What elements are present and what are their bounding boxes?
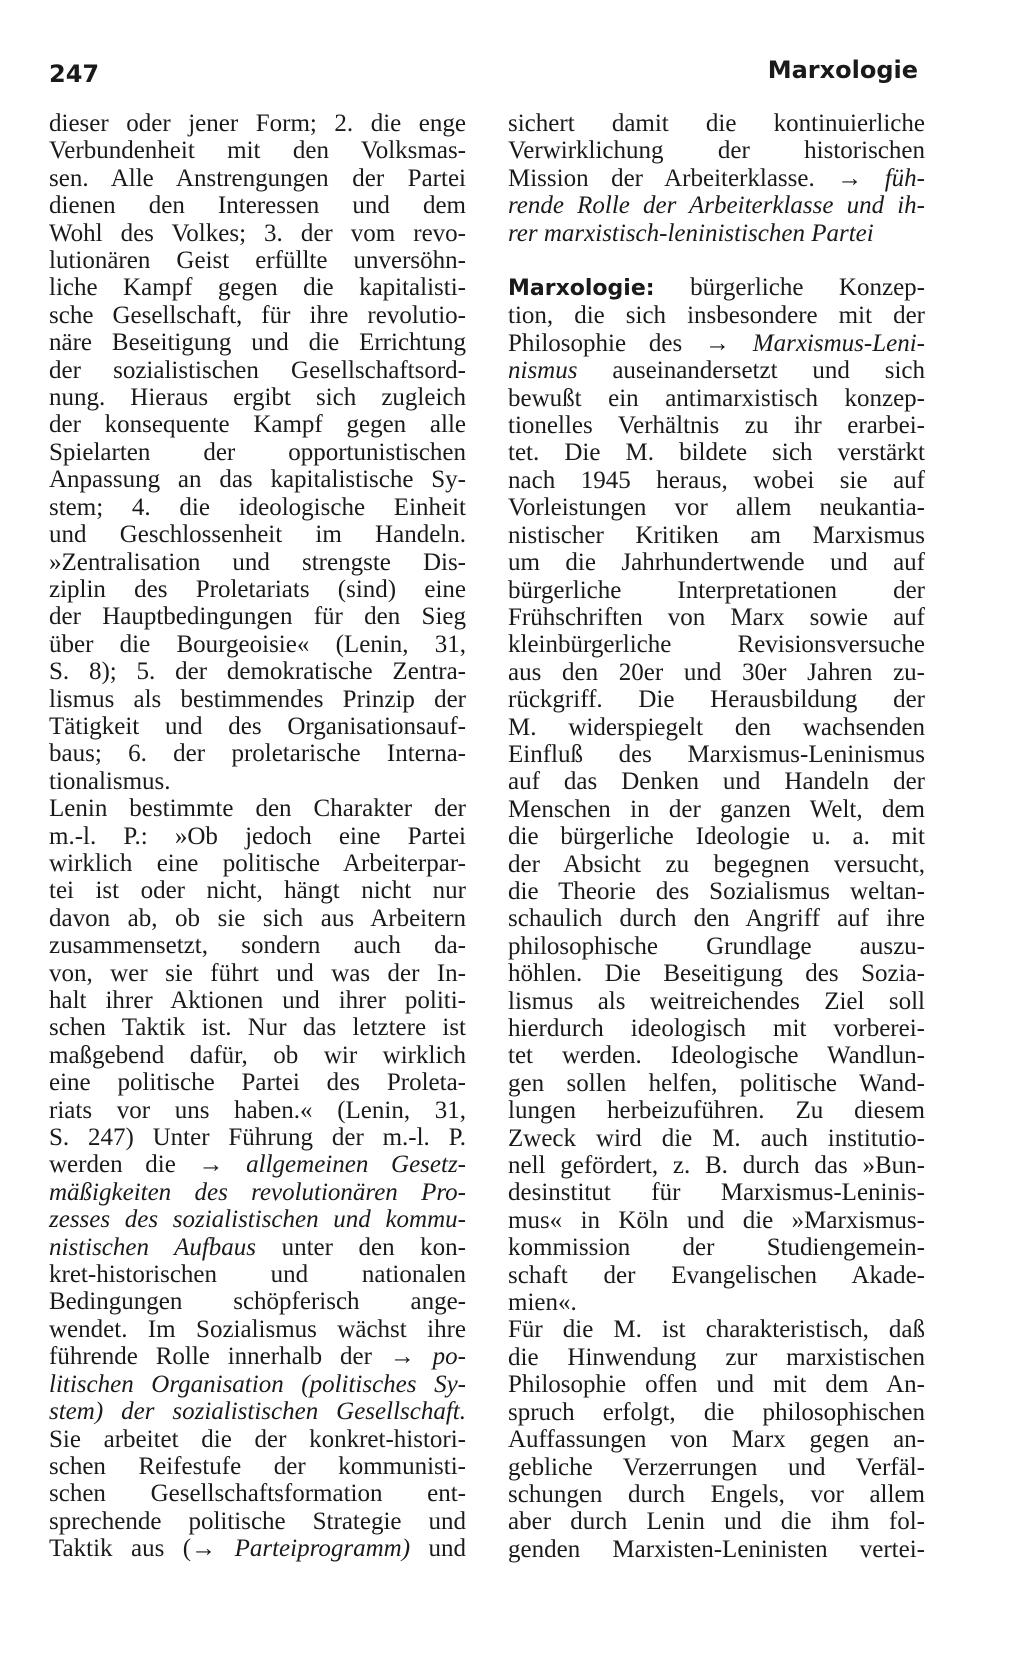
text-line: schen Reifestufe der kommunisti-	[49, 1452, 466, 1480]
text-line: bewußt ein antimarxistisch konzep-	[508, 384, 925, 412]
text-line: der Hauptbedingungen für den Sieg	[49, 603, 466, 631]
text-line: Wohl des Volkes; 3. der vom revo-	[49, 219, 466, 247]
text-segment: führende Rolle innerhalb der	[49, 1343, 372, 1371]
text-line: sen. Alle Anstrengungen der Partei	[49, 164, 466, 192]
text-line: mien«.	[508, 1289, 577, 1317]
text-line	[49, 1535, 466, 1562]
cross-reference-line: litischen Organisation (politisches Sy-	[49, 1370, 466, 1398]
text-line: die Theorie des Sozialismus weltan-	[508, 877, 925, 905]
text-line: bürgerliche Interpretationen der	[508, 576, 925, 604]
text-line: maßgebend dafür, ob wir wirklich	[49, 1041, 466, 1069]
text-line: aber durch Lenin und die ihm fol-	[508, 1508, 925, 1536]
running-head: Marxologie	[767, 56, 918, 84]
text-line: Verwirklichung der historischen	[508, 137, 925, 165]
text-line: wendet. Im Sozialismus wächst ihre	[49, 1315, 466, 1343]
text-line: dienen den Interessen und dem	[49, 192, 466, 220]
text-segment: Mission der Arbeiterklasse.	[508, 164, 815, 192]
text-line: hierdurch ideologisch mit vorberei-	[508, 1015, 925, 1042]
text-segment: unter den kon-	[281, 1233, 467, 1261]
text-line: lutionären Geist erfüllte unversöhn-	[49, 247, 466, 275]
text-line: tei ist oder nicht, hängt nicht nur	[49, 877, 466, 905]
text-line: tionalismus.	[49, 767, 171, 795]
cross-reference: → Marxismus-Leni-	[704, 329, 925, 357]
text-line: schen Gesellschaftsformation ent-	[49, 1480, 466, 1508]
text-line: desinstitut für Marxismus-Leninis-	[508, 1179, 925, 1207]
text-line: Menschen in der ganzen Welt, dem	[508, 795, 925, 823]
text-line: tet werden. Ideologische Wandlun-	[508, 1042, 925, 1070]
text-line: nistischer Kritiken am Marxismus	[508, 521, 925, 549]
text-line	[508, 330, 925, 357]
text-line: auf das Denken und Handeln der	[508, 768, 925, 796]
text-line: M. widerspiegelt den wachsenden	[508, 713, 925, 741]
text-line: näre Beseitigung und die Errichtung	[49, 329, 466, 357]
text-line: lungen herbeizuführen. Zu diesem	[508, 1097, 925, 1125]
text-line	[508, 165, 925, 192]
cross-reference: nistischen Aufbaus	[49, 1233, 257, 1261]
text-line: stem; 4. die ideologische Einheit	[49, 493, 466, 521]
cross-reference-line: mäßigkeiten des revolutionären Pro-	[49, 1178, 466, 1206]
text-line: Vorleistungen vor allem neukantia-	[508, 494, 925, 522]
text-line: sichert damit die kontinuierliche	[508, 110, 925, 137]
text-line: nach 1945 heraus, wobei sie auf	[508, 466, 925, 494]
cross-reference-line: stem) der sozialistischen Gesellschaft.	[49, 1398, 466, 1426]
text-line: tet. Die M. bildete sich verstärkt	[508, 439, 925, 467]
text-line: der konsequente Kampf gegen alle	[49, 411, 466, 439]
text-line: gen sollen helfen, politische Wand-	[508, 1069, 925, 1097]
text-segment: werden die	[49, 1151, 176, 1179]
cross-reference: → Parteiprogramm)	[191, 1535, 411, 1563]
text-line: rückgriff. Die Herausbildung der	[508, 686, 925, 714]
text-line: »Zentralisation und strengste Dis-	[49, 548, 466, 576]
text-line: tion, die sich insbesondere mit der	[508, 302, 925, 330]
text-line: der sozialistischen Gesellschaftsord-	[49, 356, 466, 384]
text-line: Frühschriften von Marx sowie auf	[508, 603, 925, 631]
text-line: nell gefördert, z. B. durch das »Bun-	[508, 1152, 925, 1180]
text-line: Philosophie offen und mit dem An-	[508, 1371, 925, 1399]
entry-heading-line	[508, 274, 925, 302]
right-column	[508, 110, 925, 1563]
text-line: Zweck wird die M. auch institutio-	[508, 1124, 925, 1152]
text-line: lismus als bestimmendes Prinzip der	[49, 685, 466, 713]
text-line: Sie arbeitet die der konkret-histori-	[49, 1425, 466, 1453]
text-line: S. 247) Unter Führung der m.-l. P.	[49, 1124, 466, 1152]
text-line	[508, 357, 925, 384]
text-line: spruch erfolgt, die philosophischen	[508, 1398, 925, 1426]
page-number: 247	[49, 60, 100, 88]
text-line: Auffassungen von Marx gegen an-	[508, 1426, 925, 1454]
cross-reference: → po-	[389, 1343, 467, 1371]
text-line: schaulich durch den Angriff auf ihre	[508, 905, 925, 933]
text-line: Lenin bestimmte den Charakter der	[49, 795, 466, 823]
text-line: Tätigkeit und des Organisationsauf-	[49, 712, 466, 740]
text-line: mus« in Köln und die »Marxismus-	[508, 1206, 925, 1234]
text-line: zusammensetzt, sondern auch da-	[49, 932, 466, 960]
text-segment: bürgerliche Konzep-	[690, 274, 926, 302]
text-line: eine politische Partei des Proleta-	[49, 1069, 466, 1097]
text-line: und Geschlossenheit im Handeln.	[49, 521, 466, 549]
text-line	[49, 1343, 466, 1370]
cross-reference-line: rende Rolle der Arbeiterklasse und ih-	[508, 192, 925, 220]
text-line: nung. Hieraus ergibt sich zugleich	[49, 384, 466, 412]
cross-reference-line: zesses des sozialistischen und kommu-	[49, 1206, 466, 1234]
text-line: Einfluß des Marxismus-Leninismus	[508, 740, 925, 768]
text-line: die bürgerliche Ideologie u. a. mit	[508, 823, 925, 851]
text-line: die Hinwendung zur marxistischen	[508, 1343, 925, 1371]
text-line: S. 8); 5. der demokratische Zentra-	[49, 658, 466, 686]
text-line: halt ihrer Aktionen und ihrer politi-	[49, 987, 466, 1014]
text-line: Spielarten der opportunistischen	[49, 438, 466, 466]
cross-reference: → füh-	[837, 164, 925, 192]
entry-separator	[508, 247, 925, 274]
text-line: lismus als weitreichendes Ziel soll	[508, 987, 925, 1015]
text-line: Verbundenheit mit den Volksmas-	[49, 137, 466, 165]
text-line: schungen durch Engels, vor allem	[508, 1480, 925, 1508]
text-segment: und	[428, 1535, 466, 1563]
text-line	[49, 1151, 466, 1178]
text-line: der Absicht zu begegnen versucht,	[508, 850, 925, 878]
text-line: liche Kampf gegen die kapitalisti-	[49, 274, 466, 302]
entry-term: Marxologie:	[508, 276, 655, 302]
text-line: Anpassung an das kapitalistische Sy-	[49, 466, 466, 494]
text-line: tionelles Verhältnis zu ihr erarbei-	[508, 412, 925, 440]
cross-reference: nismus	[508, 357, 578, 385]
text-line: schaft der Evangelischen Akade-	[508, 1261, 925, 1289]
text-line	[49, 1234, 466, 1261]
text-line: aus den 20er und 30er Jahren zu-	[508, 658, 925, 686]
text-line: davon ab, ob sie sich aus Arbeitern	[49, 904, 466, 932]
text-segment: Taktik aus (	[49, 1535, 192, 1563]
text-line: baus; 6. der proletarische Interna-	[49, 740, 466, 768]
text-line: Für die M. ist charakteristisch, daß	[508, 1316, 925, 1344]
text-line: philosophische Grundlage auszu-	[508, 932, 925, 960]
text-line: riats vor uns haben.« (Lenin, 31,	[49, 1096, 466, 1124]
text-line: gebliche Verzerrungen und Verfäl-	[508, 1453, 925, 1481]
text-line: kleinbürgerliche Revisionsversuche	[508, 631, 925, 659]
text-line: schen Taktik ist. Nur das letztere ist	[49, 1014, 466, 1042]
cross-reference-line: rer marxistisch-leninistischen Partei	[508, 219, 874, 247]
text-line: kommission der Studiengemein-	[508, 1234, 925, 1262]
text-line: sche Gesellschaft, für ihre revolutio-	[49, 301, 466, 329]
left-column	[49, 110, 466, 1563]
text-line: genden Marxisten-Leninisten vertei-	[508, 1535, 925, 1563]
text-line: wirklich eine politische Arbeiterpar-	[49, 849, 466, 877]
text-line: ziplin des Proletariats (sind) eine	[49, 575, 466, 603]
text-line: Bedingungen schöpferisch ange-	[49, 1288, 466, 1316]
text-line: m.-l. P.: »Ob jedoch eine Partei	[49, 822, 466, 850]
cross-reference: → allgemeinen Gesetz-	[198, 1151, 466, 1179]
text-line: kret-historischen und nationalen	[49, 1261, 466, 1289]
text-segment: Philosophie des	[508, 329, 683, 357]
text-line: höhlen. Die Beseitigung des Sozia-	[508, 960, 925, 988]
text-line: über die Bourgeoisie« (Lenin, 31,	[49, 630, 466, 658]
text-line: von, wer sie führt und was der In-	[49, 959, 466, 987]
text-segment: auseinandersetzt und sich	[612, 357, 926, 385]
text-line: dieser oder jener Form; 2. die enge	[49, 110, 466, 137]
text-line: um die Jahrhundertwende und auf	[508, 549, 925, 577]
text-line: sprechende politische Strategie und	[49, 1507, 466, 1535]
